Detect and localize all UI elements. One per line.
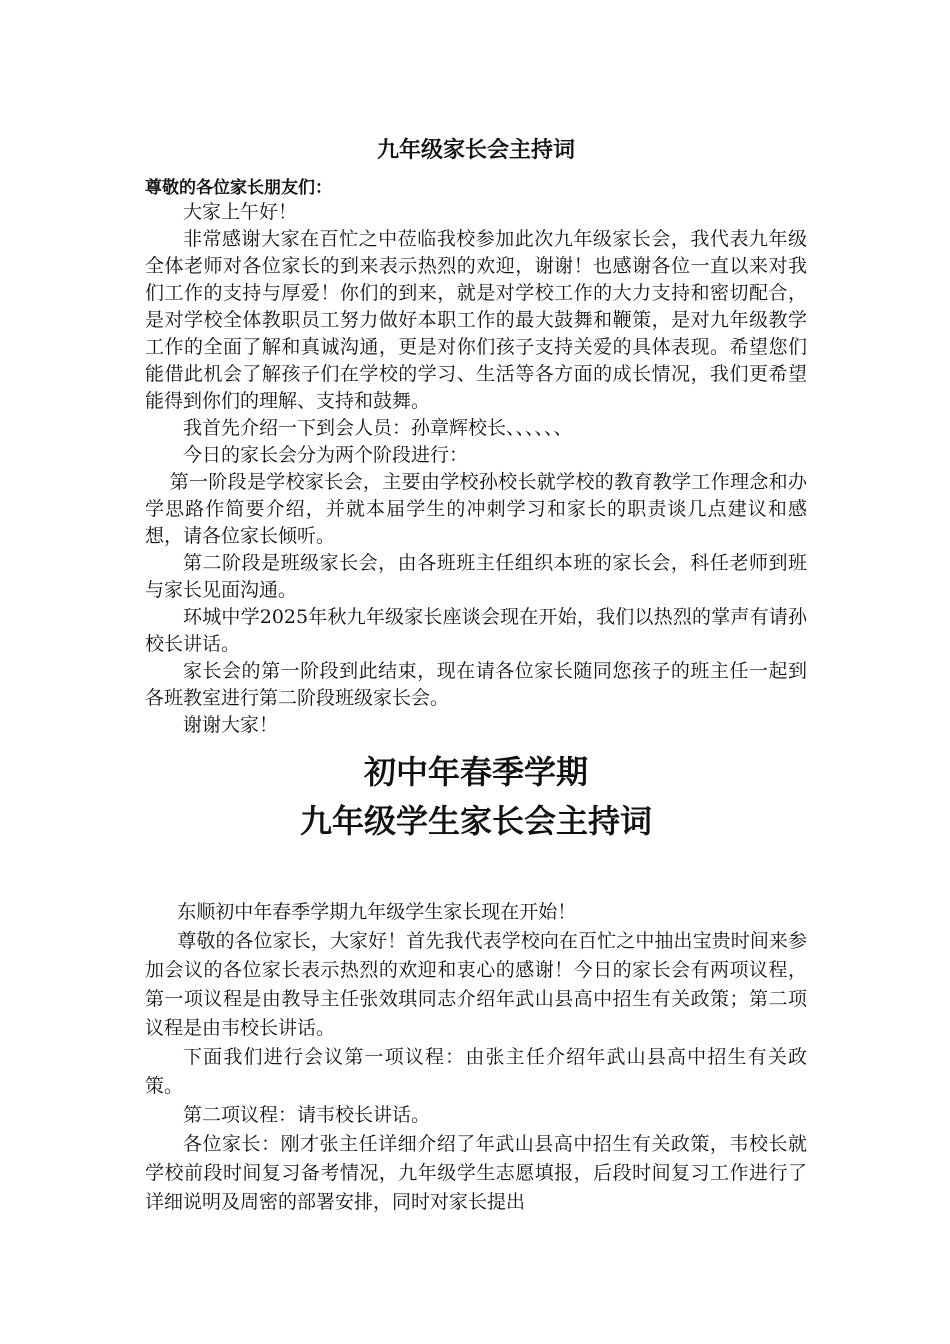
- section-2-title-line-2: 九年级学生家长会主持词: [299, 802, 652, 840]
- paragraph: 我首先介绍一下到会人员：孙章辉校长、、、、、、: [183, 417, 573, 439]
- paragraph: 非常感谢大家在百忙之中莅临我校参加此次九年级家长会，我代表九年级全体老师对各位家长的到来表示热烈的欢迎，谢谢！也感谢各位一直以来对我们工作的支持与厚爱！你们的到来，就是对学校工作的大力支持和密切配合，是对学校全体教职员工努力做好本职工作的最大鼓舞和鞭策，是对九年级教学工作的全面了解和真诚沟通，更是对你们孩子支持关爱的具体表现。希望您们能借此机会了解孩子们在学校的学习、生活等各方面的成长情况，我们更希望能得到你们的理解、支持和鼓舞。: [145, 228, 807, 412]
- salutation: 尊敬的各位家长朋友们：: [145, 178, 332, 198]
- paragraph: 第一阶段是学校家长会，主要由学校孙校长就学校的教育教学工作理念和办学思路作简要介绍，并就本届学生的冲刺学习和家长的职责谈几点建议和感想，请各位家长倾听。: [145, 471, 807, 547]
- section-2-body: [145, 898, 807, 1217]
- paragraph: 大家上午好！: [183, 201, 298, 223]
- paragraph: 今日的家长会分为两个阶段进行：: [183, 444, 469, 466]
- paragraph: 环城中学2025年秋九年级家长座谈会现在开始，我们以热烈的掌声有请孙校长讲话。: [145, 606, 807, 655]
- paragraph: 东顺初中年春季学期九年级学生家长现在开始！: [177, 901, 577, 923]
- section-2-title-line-1: 初中年春季学期: [363, 753, 588, 791]
- section-1-body: [145, 199, 807, 739]
- paragraph: 第二项议程：请韦校长讲话。: [183, 1104, 431, 1126]
- paragraph: 下面我们进行会议第一项议程：由张主任介绍年武山县高中招生有关政策。: [145, 1046, 807, 1097]
- document-title: 九年级家长会主持词: [376, 137, 575, 163]
- paragraph: 各位家长：刚才张主任详细介绍了年武山县高中招生有关政策，韦校长就学校前段时间复习备考情况，九年级学生志愿填报，后段时间复习工作进行了详细说明及周密的部署安排，同时对家长提出: [145, 1133, 807, 1213]
- paragraph: 尊敬的各位家长，大家好！首先我代表学校向在百忙之中抽出宝贵时间来参加会议的各位家长表示热烈的欢迎和衷心的感谢！今日的家长会有两项议程，第一项议程是由教导主任张效琪同志介绍年武山县高中招生有关政策；第二项议程是由韦校长讲话。: [145, 930, 807, 1039]
- paragraph: 家长会的第一阶段到此结束，现在请各位家长随同您孩子的班主任一起到各班教室进行第二阶段班级家长会。: [145, 660, 807, 709]
- paragraph: 谢谢大家！: [183, 714, 279, 736]
- paragraph: 第二阶段是班级家长会，由各班班主任组织本班的家长会，科任老师到班与家长见面沟通。: [145, 552, 807, 601]
